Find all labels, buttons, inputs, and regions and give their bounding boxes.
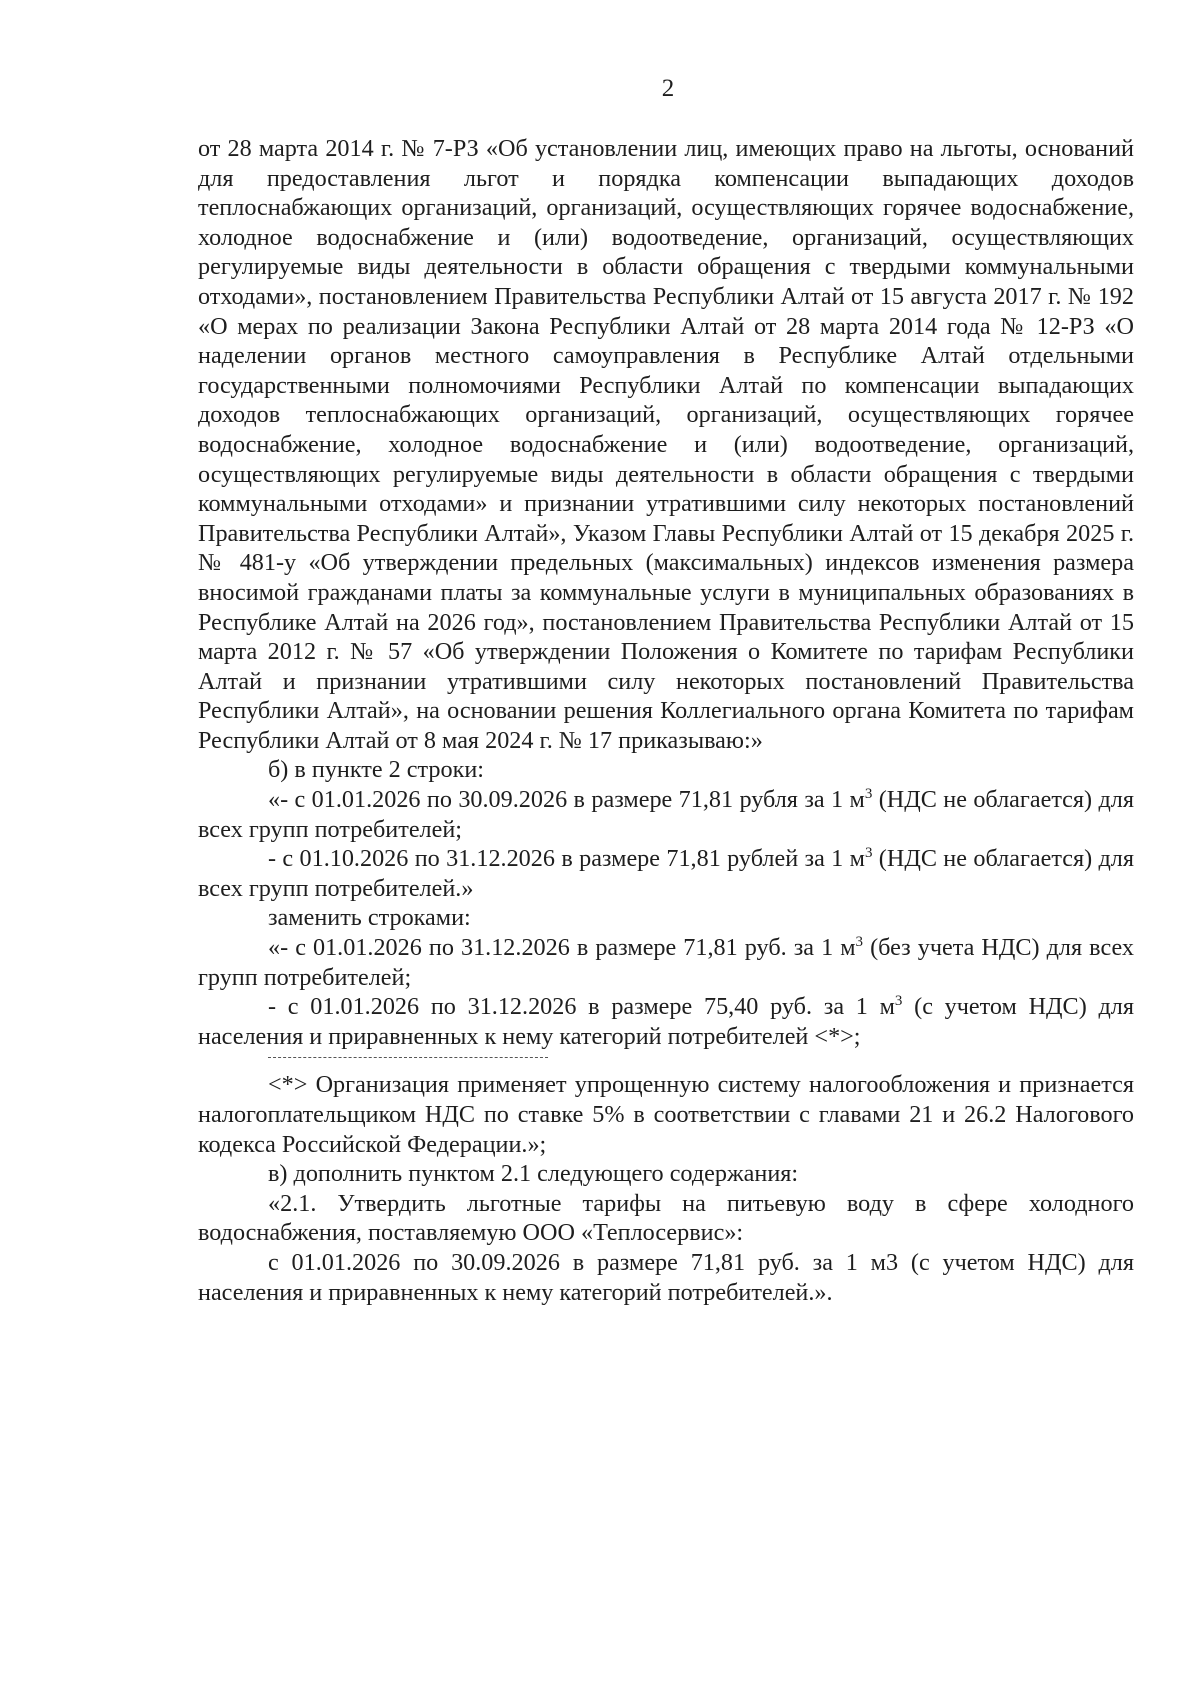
old-line-2-text: - с 01.10.2026 по 31.12.2026 в размере 71,81 рублей за 1 м (268, 845, 865, 873)
new-line-1-text: «- с 01.01.2026 по 31.12.2026 в размере 71,81 руб. за 1 м (268, 934, 856, 962)
new-line-1 (198, 933, 1134, 992)
cubic-sup: 3 (894, 993, 903, 1010)
document-body (198, 134, 1134, 1307)
old-line-1-rest: (НДС не облагается) для всех групп потребителей; (198, 786, 1134, 843)
replace-heading: заменить строками: (268, 904, 471, 932)
footnote-text: <*> Организация применяет упрощенную систему налогообложения и признается налогоплательщиком НДС по ставке 5% в соответствии с главами 21 и 26.2 Налогового кодекса Российской Федерации.»; (198, 1071, 1134, 1158)
item-c-heading: в) дополнить пунктом 2.1 следующего содержания: (268, 1160, 799, 1188)
intro-paragraph: от 28 марта 2014 г. № 7-РЗ «Об установлении лиц, имеющих право на льготы, оснований для предоставления льгот и порядка компенсации выпадающих доходов теплоснабжающих организаций, организаций, осуществляющих горячее водоснабжение, холодное водоснабжение и (или) водоотведение, организаций, осуществляющих регулируемые виды деятельности в области обращения с твердыми коммунальными отходами», постановлением Правительства Республики Алтай от 15 августа 2017 г. № 192 «О мерах по реализации Закона Республики Алтай от 28 марта 2014 года № 12-РЗ «О наделении органов местного самоуправления в Республике Алтай отдельными государственными полномочиями Республики Алтай по компенсации выпадающих доходов теплоснабжающих организаций, организаций, осуществляющих горячее водоснабжение, холодное водоснабжение и (или) водоотведение, организаций, осуществляющих регулируемые виды деятельности в области обращения с твердыми коммунальными отходами» и признании утратившими силу некоторых постановлений Правительства Республики Алтай», Указом Главы Республики Алтай от 15 декабря 2025 г. № 481-у «Об утверждении предельных (максимальных) индексов изменения размера вносимой гражданами платы за коммунальные услуги в муниципальных образованиях в Республике Алтай на 2026 год», постановлением Правительства Республики Алтай от 15 марта 2012 г. № 57 «Об утверждении Положения о Комитете по тарифам Республики Алтай и признании утратившими силу некоторых постановлений Правительства Республики Алтай», на основании решения Коллегиального органа Комитета по тарифам Республики Алтай от 8 мая 2024 г. № 17 приказываю:» (198, 135, 1134, 754)
item-b-heading: б) в пункте 2 строки: (268, 756, 484, 784)
new-line-2 (198, 992, 1134, 1051)
clause-2-1-tariff: с 01.01.2026 по 30.09.2026 в размере 71,81 руб. за 1 м3 (с учетом НДС) для населения и приравненных к нему категорий потребителей.». (198, 1248, 1134, 1306)
page-number: 2 (661, 75, 675, 102)
cubic-sup: 3 (855, 933, 864, 950)
cubic-sup: 3 (864, 786, 873, 802)
old-line-2 (198, 844, 1134, 903)
clause-2-1: «2.1. Утвердить льготные тарифы на питьевую воду в сфере холодного водоснабжения, поставляемую ООО «Теплосервис»: (198, 1189, 1134, 1247)
old-line-1 (198, 785, 1134, 844)
old-line-2-rest: (НДС не облагается) для всех групп потребителей.» (198, 845, 1134, 902)
new-line-1-rest: (без учета НДС) для всех групп потребителей; (198, 934, 1134, 991)
cubic-sup: 3 (864, 845, 873, 862)
old-line-1-text: «- с 01.01.2026 по 30.09.2026 в размере 71,81 рубля за 1 м (268, 786, 865, 814)
footnote-separator (268, 1057, 548, 1058)
new-line-2-rest: (с учетом НДС) для населения и приравненных к нему категорий потребителей <*>; (198, 993, 1134, 1050)
new-line-2-text: - с 01.01.2026 по 31.12.2026 в размере 75,40 руб. за 1 м (268, 993, 895, 1021)
